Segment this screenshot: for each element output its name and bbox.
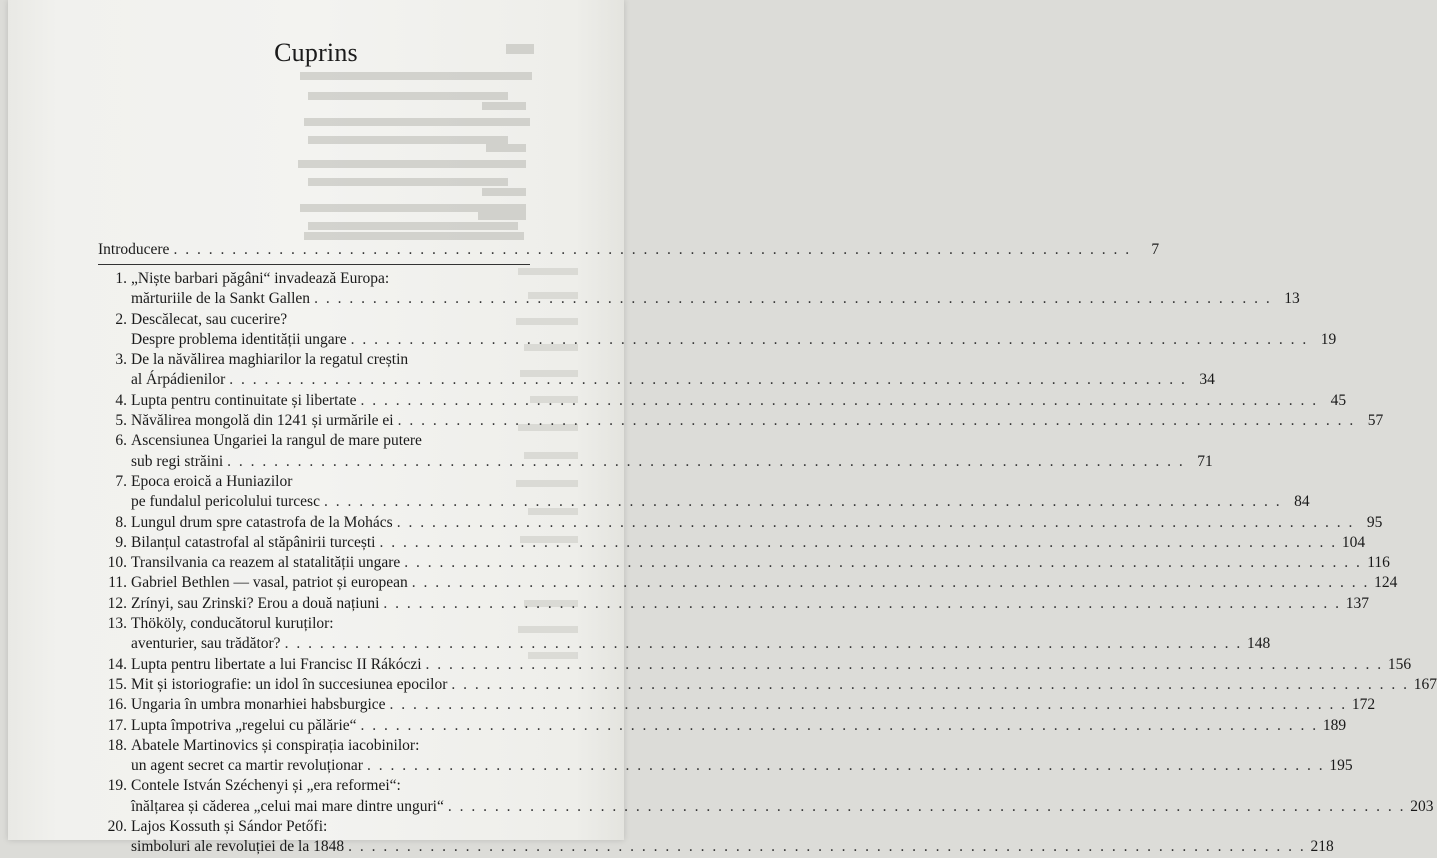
toc-entry-number: 15. bbox=[107, 675, 127, 693]
leader-dots bbox=[398, 411, 1356, 431]
toc-entry-title: simboluri ale revoluției de la 1848 bbox=[131, 838, 345, 856]
toc-entry-title: Contele István Széchenyi și „era reformei“: bbox=[131, 777, 401, 795]
toc-entry[interactable] bbox=[98, 472, 1310, 513]
toc-entry[interactable] bbox=[98, 350, 1215, 391]
toc-entry-title: mărturiile de la Sankt Gallen bbox=[131, 290, 311, 308]
leader-dots bbox=[451, 675, 1409, 695]
toc-entry-page: 71 bbox=[1197, 452, 1213, 470]
leader-dots bbox=[173, 241, 1131, 259]
toc-entry-title: Thököly, conducătorul kuruților: bbox=[131, 615, 334, 633]
show-through-mark bbox=[298, 160, 526, 168]
toc-entry[interactable] bbox=[98, 310, 1337, 351]
introduction-page: 7 bbox=[1151, 241, 1160, 258]
page-title: Cuprins bbox=[274, 38, 358, 67]
toc-entry-title: Lungul drum spre catastrofa de la Mohács bbox=[131, 513, 393, 531]
toc-entry-page: 195 bbox=[1329, 757, 1353, 775]
toc-entry[interactable] bbox=[98, 391, 1347, 411]
toc-entry[interactable] bbox=[98, 573, 1398, 593]
toc-entry-title: Descălecat, sau cucerire? bbox=[131, 310, 288, 328]
toc-entry[interactable] bbox=[98, 594, 1369, 614]
toc-entry-title: pe fundalul pericolului turcesc bbox=[131, 493, 320, 511]
leader-dots bbox=[426, 655, 1384, 675]
toc-entry-title: un agent secret ca martir revoluționar bbox=[131, 757, 363, 775]
toc-entry-page: 189 bbox=[1322, 716, 1347, 734]
toc-entry-number: 12. bbox=[107, 594, 127, 612]
show-through-mark bbox=[308, 178, 508, 186]
toc-entry-title: De la năvălirea maghiarilor la regatul creștin bbox=[131, 351, 409, 369]
toc-entry-page: 104 bbox=[1341, 533, 1366, 551]
toc-entry[interactable] bbox=[98, 655, 1412, 675]
toc-entry[interactable] bbox=[98, 533, 1366, 553]
toc-entry-number: 7. bbox=[115, 472, 127, 490]
show-through-mark bbox=[482, 188, 526, 196]
show-through-mark bbox=[486, 144, 526, 152]
toc-entry[interactable] bbox=[98, 776, 1434, 817]
leader-dots bbox=[348, 837, 1306, 857]
toc-entry-number: 14. bbox=[107, 655, 127, 673]
show-through-mark bbox=[308, 222, 518, 230]
toc-entry-title: Epoca eroică a Huniazilor bbox=[131, 472, 293, 490]
toc-entry-title: sub regi străini bbox=[131, 452, 224, 470]
toc-entry-number: 13. bbox=[107, 615, 127, 633]
toc-entry-page: 148 bbox=[1246, 635, 1271, 653]
toc-entry-page: 116 bbox=[1367, 554, 1390, 572]
toc-entry-number: 16. bbox=[107, 696, 127, 714]
toc-entry-title: Bilanțul catastrofal al stăpânirii turcești bbox=[131, 533, 376, 551]
show-through-mark bbox=[304, 232, 524, 240]
toc-entry-number: 19. bbox=[107, 777, 127, 795]
toc-entry[interactable] bbox=[98, 736, 1353, 777]
toc-entry-title: Năvălirea mongolă din 1241 și urmările ei bbox=[131, 412, 394, 430]
toc-entry-title: „Niște barbari păgâni“ invadează Europa: bbox=[131, 270, 390, 287]
leader-dots bbox=[285, 634, 1243, 654]
toc-entry-title: Ascensiunea Ungariei la rangul de mare putere bbox=[131, 432, 422, 450]
introduction-entry[interactable] bbox=[98, 241, 1160, 265]
toc-entry-title: Lupta pentru libertate a lui Francisc II Rákóczi bbox=[131, 655, 422, 673]
toc-entry-title: Zrínyi, sau Zrinski? Erou a două națiuni bbox=[131, 594, 380, 612]
leader-dots bbox=[412, 573, 1370, 593]
show-through-mark bbox=[300, 72, 532, 80]
toc-entry-number: 3. bbox=[115, 351, 127, 369]
leader-dots bbox=[379, 533, 1337, 553]
toc-entry[interactable] bbox=[98, 614, 1271, 655]
toc-entry-page: 13 bbox=[1284, 290, 1300, 308]
show-through-mark bbox=[304, 118, 530, 126]
toc-entry-page: 172 bbox=[1351, 696, 1376, 714]
toc-entry[interactable] bbox=[98, 716, 1347, 736]
show-through-mark bbox=[478, 212, 526, 220]
toc-entry-number: 1. bbox=[115, 270, 127, 287]
leader-dots bbox=[227, 452, 1185, 472]
show-through-mark bbox=[300, 204, 526, 212]
toc-entry[interactable] bbox=[98, 411, 1384, 431]
toc-entry-page: 137 bbox=[1345, 594, 1369, 612]
toc-list bbox=[98, 269, 1437, 858]
toc-entry-number: 9. bbox=[115, 533, 127, 551]
leader-dots bbox=[404, 553, 1362, 573]
toc-entry-page: 124 bbox=[1374, 574, 1398, 592]
show-through-mark bbox=[308, 92, 508, 100]
toc-entry-title: Gabriel Bethlen — vasal, patriot și european bbox=[131, 574, 408, 592]
leader-dots bbox=[448, 797, 1406, 817]
leader-dots bbox=[324, 492, 1282, 512]
toc-entry-page: 19 bbox=[1320, 330, 1337, 348]
toc-entry-title: Abatele Martinovics și conspirația iacobinilor: bbox=[131, 736, 420, 754]
toc-entry-page: 57 bbox=[1367, 412, 1384, 430]
toc-entry-page: 45 bbox=[1330, 391, 1347, 409]
toc-entry-title: Lupta împotriva „regelui cu pălărie“ bbox=[131, 716, 357, 734]
toc-entry-number: 17. bbox=[107, 716, 127, 734]
leader-dots bbox=[390, 695, 1348, 715]
toc-entry-title: aventurier, sau trădător? bbox=[131, 635, 281, 653]
toc-entry[interactable] bbox=[98, 817, 1334, 858]
leader-dots bbox=[367, 756, 1325, 776]
toc-entry-title: Transilvania ca reazem al statalității ungare bbox=[131, 554, 401, 572]
toc-entry-title: Despre problema identității ungare bbox=[131, 330, 347, 348]
toc-entry-number: 20. bbox=[107, 818, 127, 836]
toc-entry-number: 10. bbox=[107, 554, 127, 572]
toc-entry[interactable] bbox=[98, 695, 1376, 715]
divider-rule bbox=[98, 264, 530, 265]
toc-entry-page: 218 bbox=[1310, 838, 1334, 856]
toc-entry-number: 8. bbox=[115, 513, 127, 531]
toc-entry[interactable] bbox=[98, 269, 1300, 310]
toc-entry-title: Lupta pentru continuitate și libertate bbox=[131, 391, 357, 409]
toc-entry-number: 18. bbox=[107, 736, 127, 754]
toc-entry-number: 2. bbox=[115, 310, 127, 328]
leader-dots bbox=[229, 370, 1187, 390]
toc-entry-title: Lajos Kossuth și Sándor Petőfi: bbox=[131, 818, 328, 836]
leader-dots bbox=[397, 513, 1355, 533]
toc-entry[interactable] bbox=[98, 553, 1390, 573]
toc-entry-title: înălțarea și căderea „celui mai mare dintre unguri“ bbox=[131, 797, 444, 815]
toc-entry-number: 6. bbox=[115, 432, 127, 450]
toc-entry-number: 5. bbox=[115, 412, 127, 430]
toc-entry[interactable] bbox=[98, 431, 1213, 472]
toc-entry-page: 95 bbox=[1366, 513, 1383, 531]
toc-entry-title: Ungaria în umbra monarhiei habsburgice bbox=[131, 696, 386, 714]
toc-entry-page: 167 bbox=[1413, 675, 1437, 693]
book-page bbox=[8, 0, 1437, 856]
leader-dots bbox=[383, 594, 1341, 614]
toc-entry-page: 84 bbox=[1294, 493, 1310, 511]
toc-entry-page: 34 bbox=[1199, 371, 1215, 389]
toc-entry-number: 11. bbox=[108, 574, 127, 592]
toc-entry-number: 4. bbox=[115, 391, 127, 409]
leader-dots bbox=[361, 716, 1319, 736]
leader-dots bbox=[361, 391, 1319, 411]
show-through-mark bbox=[308, 136, 508, 144]
toc-entry[interactable] bbox=[98, 675, 1437, 695]
leader-dots bbox=[351, 330, 1309, 350]
show-through-mark bbox=[482, 102, 526, 110]
toc-entry[interactable] bbox=[98, 513, 1383, 533]
toc-entry-title: al Árpádienilor bbox=[131, 371, 226, 389]
introduction-label: Introducere bbox=[98, 241, 170, 258]
toc-entry-page: 156 bbox=[1387, 655, 1412, 673]
toc-entry-page: 203 bbox=[1410, 797, 1434, 815]
leader-dots bbox=[314, 289, 1272, 309]
toc-entry-title: Mit și istoriografie: un idol în succesiunea epocilor bbox=[131, 675, 448, 693]
